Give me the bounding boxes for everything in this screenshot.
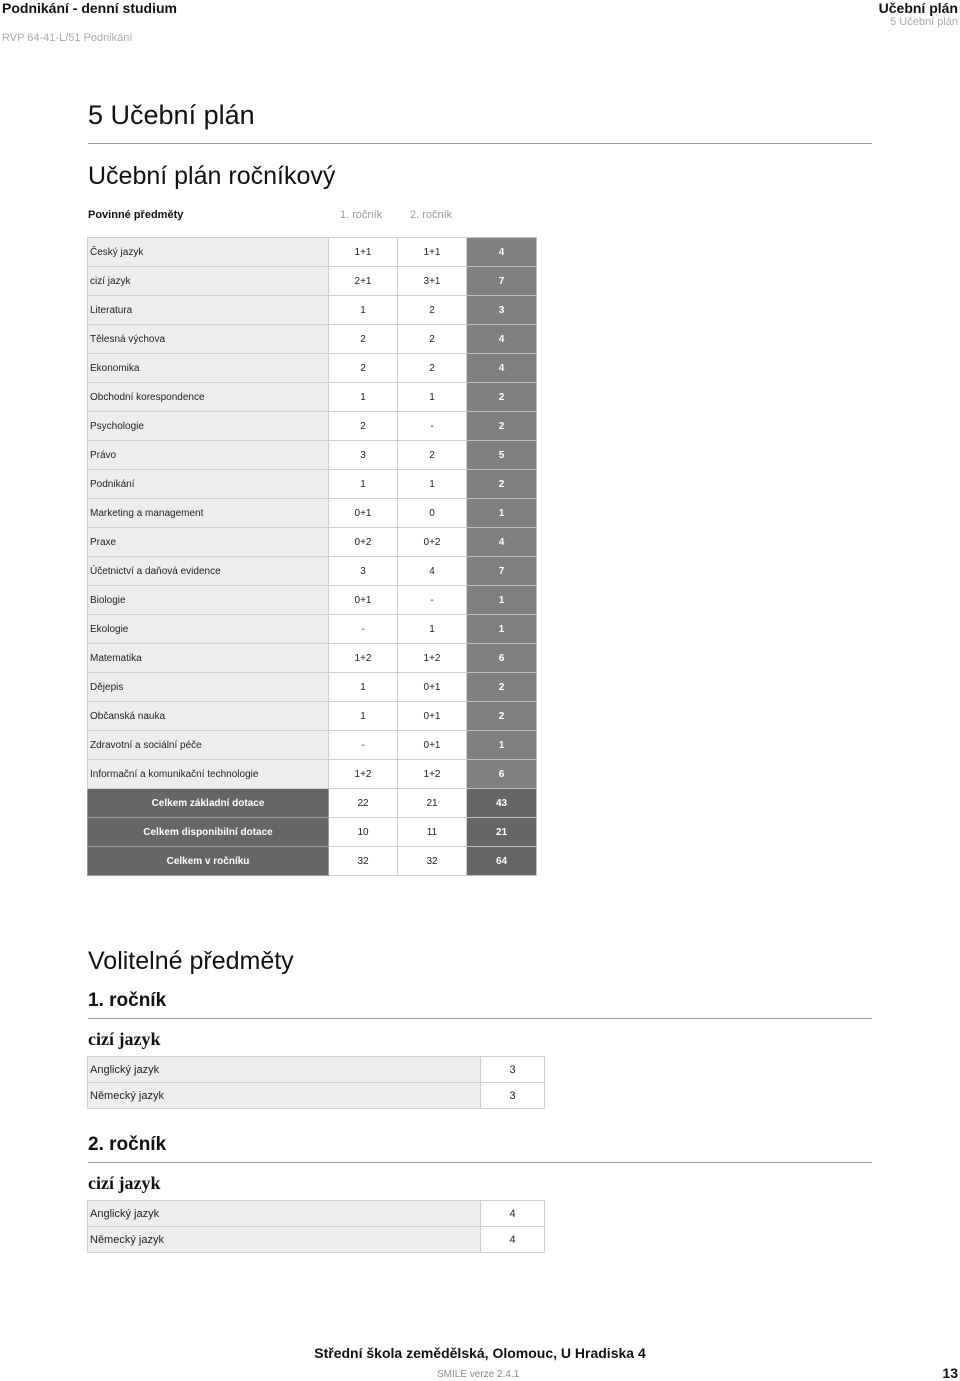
year2-hours: 21 (398, 789, 467, 818)
table-row (88, 644, 537, 673)
total-hours: 1 (467, 731, 537, 760)
year1-hours: - (329, 731, 398, 760)
total-hours: 64 (467, 847, 537, 876)
subject-name: Marketing a management (88, 499, 329, 528)
optional-year-heading: 1. ročník (88, 990, 167, 1011)
subject-name: Celkem v ročníku (88, 847, 329, 876)
year1-hours: 3 (329, 557, 398, 586)
school-name: Střední škola zemědělská, Olomouc, U Hradiska 4 (314, 1345, 646, 1361)
total-hours: 4 (467, 238, 537, 267)
year2-hours: - (398, 412, 467, 441)
subject-name: Ekonomika (88, 354, 329, 383)
year1-hours: 2 (329, 354, 398, 383)
table-row (88, 1201, 545, 1227)
version-label: SMILE verze 2.4.1 (437, 1369, 520, 1380)
table-row (88, 354, 537, 383)
year1-hours: 1+1 (329, 238, 398, 267)
subject-name: Obchodní korespondence (88, 383, 329, 412)
year1-hours: 1 (329, 702, 398, 731)
year1-hours: 1 (329, 673, 398, 702)
optional-table (87, 1056, 545, 1109)
summary-row (88, 847, 537, 876)
subject-name: Psychologie (88, 412, 329, 441)
year2-hours: - (398, 586, 467, 615)
summary-row (88, 789, 537, 818)
subject-name: cizí jazyk (88, 267, 329, 296)
year1-hours: 22 (329, 789, 398, 818)
total-hours: 4 (467, 325, 537, 354)
total-hours: 4 (467, 528, 537, 557)
year1-column-header: 1. ročník (340, 209, 383, 221)
table-row (88, 1227, 545, 1253)
table-row (88, 731, 537, 760)
year1-hours: 2+1 (329, 267, 398, 296)
table-row (88, 238, 537, 267)
total-hours: 5 (467, 441, 537, 470)
optional-subject-name: Německý jazyk (88, 1083, 481, 1109)
subject-name: Zdravotní a sociální péče (88, 731, 329, 760)
year1-hours: 1+2 (329, 760, 398, 789)
year1-hours: 1 (329, 296, 398, 325)
table-row (88, 412, 537, 441)
total-hours: 7 (467, 557, 537, 586)
optional-year-heading: 2. ročník (88, 1134, 167, 1155)
total-hours: 1 (467, 615, 537, 644)
total-hours: 2 (467, 702, 537, 731)
table-row (88, 557, 537, 586)
total-hours: 1 (467, 586, 537, 615)
year1-hours: 1 (329, 383, 398, 412)
table-row (88, 499, 537, 528)
total-hours: 2 (467, 470, 537, 499)
divider (88, 1162, 872, 1163)
optional-subject-name: Německý jazyk (88, 1227, 481, 1253)
year1-hours: 2 (329, 325, 398, 354)
year1-hours: 2 (329, 412, 398, 441)
document-title: Podnikání - denní studium (2, 0, 177, 16)
year2-hours: 1 (398, 383, 467, 412)
subject-name: Dějepis (88, 673, 329, 702)
divider (88, 143, 872, 144)
year2-hours: 32 (398, 847, 467, 876)
subject-name: Literatura (88, 296, 329, 325)
table-row (88, 296, 537, 325)
year1-hours: 0+1 (329, 499, 398, 528)
total-hours: 2 (467, 673, 537, 702)
subject-name: Celkem základní dotace (88, 789, 329, 818)
table-row (88, 267, 537, 296)
year1-hours: 0+2 (329, 528, 398, 557)
table-row (88, 325, 537, 354)
year2-hours: 1 (398, 470, 467, 499)
year2-hours: 0+1 (398, 673, 467, 702)
section-subtitle: 5 Učební plán (890, 16, 958, 28)
subject-name: Podnikání (88, 470, 329, 499)
subject-name: Účetnictví a daňová evidence (88, 557, 329, 586)
total-hours: 2 (467, 412, 537, 441)
table-row (88, 383, 537, 412)
document-subtitle: RVP 64-41-L/51 Podnikání (2, 32, 133, 44)
optional-subject-name: Anglický jazyk (88, 1057, 481, 1083)
table-row (88, 528, 537, 557)
year1-hours: 1+2 (329, 644, 398, 673)
year2-hours: 1+2 (398, 644, 467, 673)
subject-name: Celkem disponibilní dotace (88, 818, 329, 847)
subjects-column-header: Povinné předměty (88, 209, 184, 221)
total-hours: 6 (467, 760, 537, 789)
optional-group-heading: cizí jazyk (88, 1173, 161, 1193)
optional-group-heading: cizí jazyk (88, 1029, 161, 1049)
subject-name: Praxe (88, 528, 329, 557)
subject-name: Matematika (88, 644, 329, 673)
total-hours: 1 (467, 499, 537, 528)
year2-hours: 1 (398, 615, 467, 644)
year2-hours: 0+1 (398, 702, 467, 731)
subject-name: Právo (88, 441, 329, 470)
subject-name: Informační a komunikační technologie (88, 760, 329, 789)
optional-table (87, 1200, 545, 1253)
year2-hours: 11 (398, 818, 467, 847)
year2-hours: 1+1 (398, 238, 467, 267)
total-hours: 3 (467, 296, 537, 325)
total-hours: 2 (467, 383, 537, 412)
total-hours: 4 (467, 354, 537, 383)
total-hours: 6 (467, 644, 537, 673)
optional-subject-hours: 3 (481, 1083, 545, 1109)
table-row (88, 1057, 545, 1083)
optional-subject-name: Anglický jazyk (88, 1201, 481, 1227)
curriculum-table (87, 237, 537, 876)
year2-hours: 2 (398, 325, 467, 354)
year2-column-header: 2. ročník (410, 209, 453, 221)
plan-heading: Učební plán ročníkový (88, 162, 336, 190)
year2-hours: 2 (398, 354, 467, 383)
year1-hours: 0+1 (329, 586, 398, 615)
year1-hours: 10 (329, 818, 398, 847)
table-row (88, 1083, 545, 1109)
year1-hours: 3 (329, 441, 398, 470)
table-row (88, 673, 537, 702)
total-hours: 43 (467, 789, 537, 818)
subject-name: Český jazyk (88, 238, 329, 267)
year2-hours: 1+2 (398, 760, 467, 789)
year1-hours: 1 (329, 470, 398, 499)
table-row (88, 586, 537, 615)
subject-name: Ekologie (88, 615, 329, 644)
table-row (88, 470, 537, 499)
optional-subject-hours: 3 (481, 1057, 545, 1083)
table-row (88, 760, 537, 789)
year2-hours: 0 (398, 499, 467, 528)
year2-hours: 4 (398, 557, 467, 586)
section-title: Učební plán (878, 0, 958, 16)
year2-hours: 0+1 (398, 731, 467, 760)
page-title: 5 Učební plán (88, 100, 255, 130)
year2-hours: 2 (398, 441, 467, 470)
divider (88, 1018, 872, 1019)
table-row (88, 441, 537, 470)
subject-name: Biologie (88, 586, 329, 615)
summary-row (88, 818, 537, 847)
subject-name: Občanská nauka (88, 702, 329, 731)
optional-subject-hours: 4 (481, 1227, 545, 1253)
year2-hours: 0+2 (398, 528, 467, 557)
year2-hours: 3+1 (398, 267, 467, 296)
year1-hours: - (329, 615, 398, 644)
total-hours: 21 (467, 818, 537, 847)
year2-hours: 2 (398, 296, 467, 325)
table-row (88, 702, 537, 731)
subject-name: Tělesná výchova (88, 325, 329, 354)
optional-subject-hours: 4 (481, 1201, 545, 1227)
table-row (88, 615, 537, 644)
optional-subjects-title: Volitelné předměty (88, 947, 294, 975)
page-number: 13 (942, 1365, 958, 1381)
total-hours: 7 (467, 267, 537, 296)
year1-hours: 32 (329, 847, 398, 876)
